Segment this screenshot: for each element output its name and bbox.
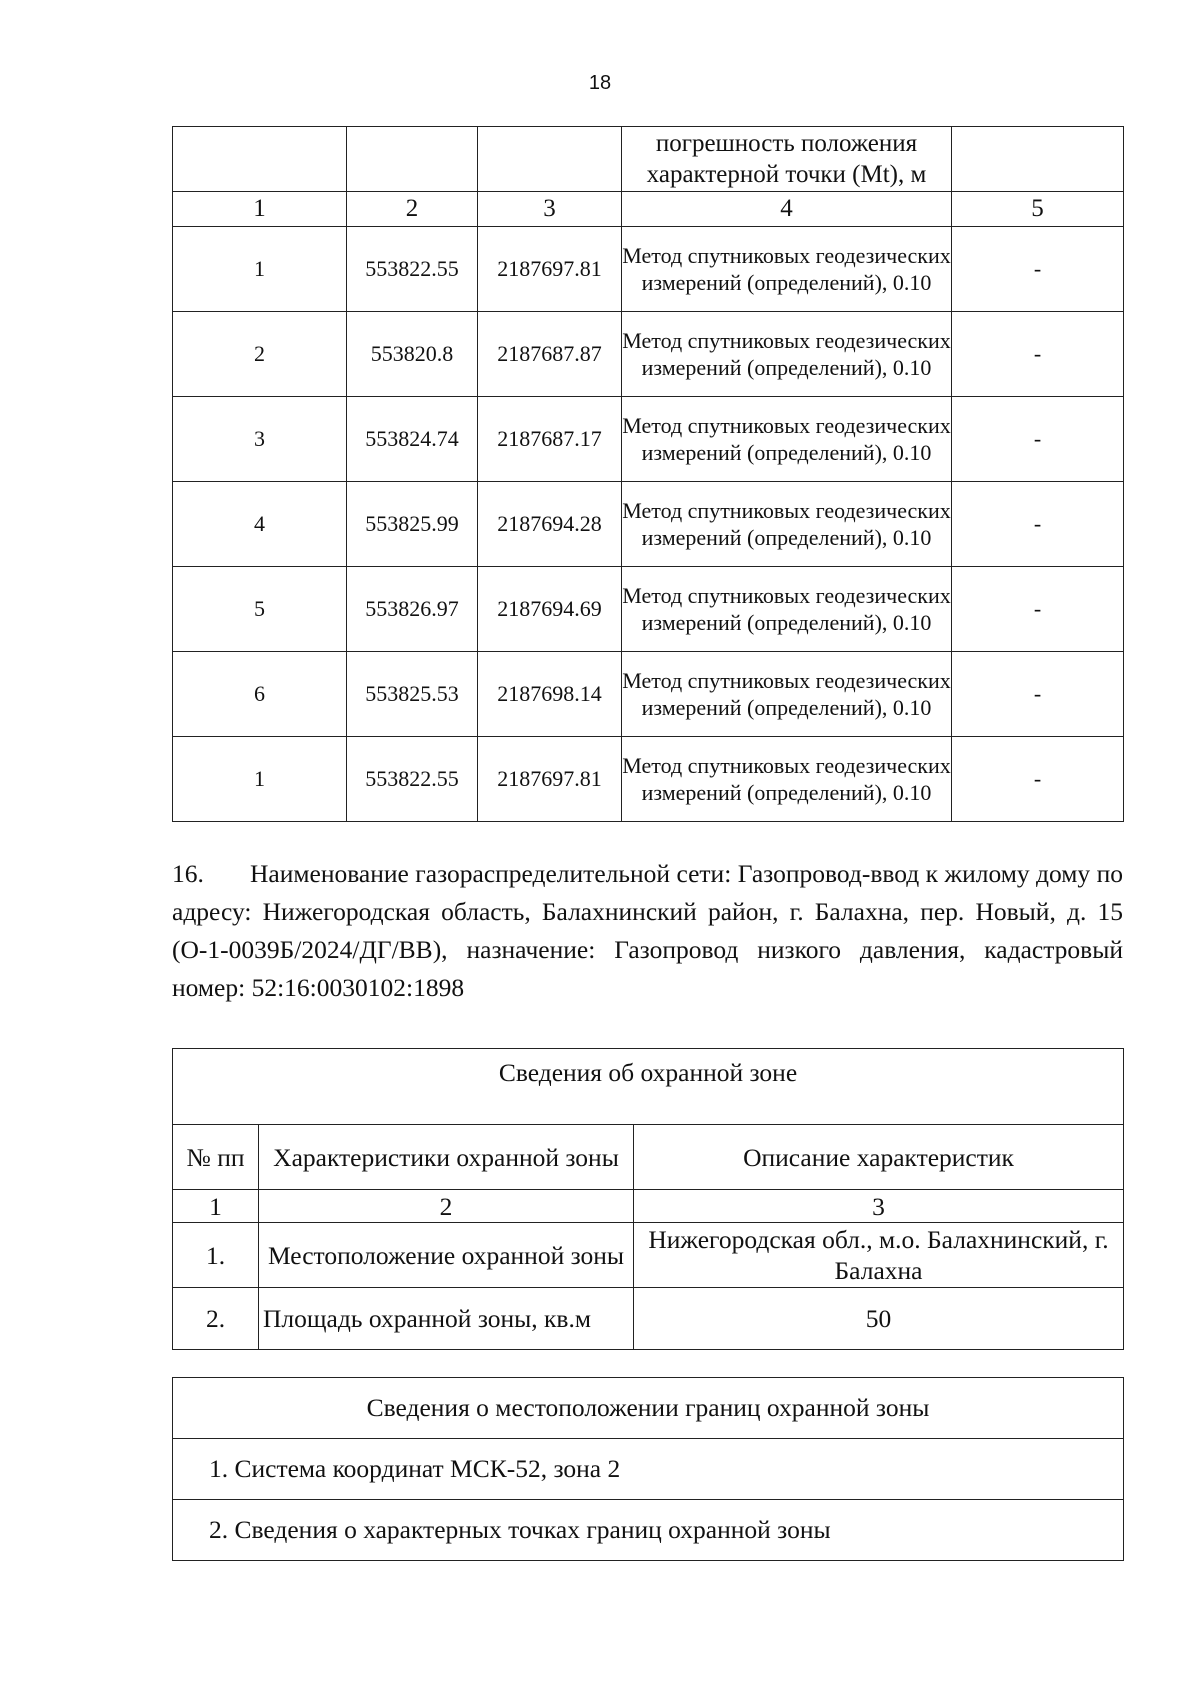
column-number: 2 (259, 1190, 634, 1223)
row-number: 2. (173, 1288, 259, 1350)
column-number: 5 (952, 192, 1124, 227)
point-number: 2 (173, 312, 347, 397)
coordinates-header-row (173, 127, 1124, 192)
column-numbers-row (173, 1190, 1124, 1223)
table-row (173, 567, 1124, 652)
method-description: Метод спутниковых геодезических измерений (определений), 0.10 (622, 397, 952, 482)
coord-x: 553825.99 (347, 482, 478, 567)
coord-y: 2187687.17 (478, 397, 622, 482)
point-number: 1 (173, 227, 347, 312)
table-row (173, 1223, 1124, 1288)
note-cell: - (952, 482, 1124, 567)
section-paragraph (172, 855, 1123, 1007)
table-row (173, 482, 1124, 567)
column-numbers-row (173, 192, 1124, 227)
column-number: 3 (634, 1190, 1124, 1223)
protective-zone-table (172, 1048, 1124, 1350)
list-item (173, 1439, 1124, 1500)
protective-zone-title-row (173, 1049, 1124, 1125)
point-number: 1 (173, 737, 347, 822)
table-row (173, 312, 1124, 397)
characteristic-name: Местоположение охранной зоны (259, 1223, 634, 1288)
coord-y: 2187687.87 (478, 312, 622, 397)
coord-y: 2187698.14 (478, 652, 622, 737)
coord-y: 2187697.81 (478, 737, 622, 822)
header-number: № пп (173, 1125, 259, 1190)
table-row (173, 652, 1124, 737)
header-description: Описание характеристик (634, 1125, 1124, 1190)
column-number: 4 (622, 192, 952, 227)
point-number: 5 (173, 567, 347, 652)
column-number: 3 (478, 192, 622, 227)
protective-zone-header-row (173, 1125, 1124, 1190)
header-characteristics: Характеристики охранной зоны (259, 1125, 634, 1190)
coord-y: 2187694.69 (478, 567, 622, 652)
coord-x: 553826.97 (347, 567, 478, 652)
point-number: 3 (173, 397, 347, 482)
column-number: 1 (173, 1190, 259, 1223)
protective-zone-title: Сведения об охранной зоне (173, 1049, 1124, 1125)
coord-x: 553824.74 (347, 397, 478, 482)
coord-x: 553822.55 (347, 227, 478, 312)
characteristic-name: Площадь охранной зоны, кв.м (259, 1288, 634, 1350)
method-description: Метод спутниковых геодезических измерений (определений), 0.10 (622, 652, 952, 737)
method-description: Метод спутниковых геодезических измерений (определений), 0.10 (622, 227, 952, 312)
section-number: 16. (172, 859, 204, 888)
list-item (173, 1500, 1124, 1561)
header-cell-empty-2 (347, 127, 478, 192)
coord-x: 553825.53 (347, 652, 478, 737)
coord-x: 553822.55 (347, 737, 478, 822)
column-number: 1 (173, 192, 347, 227)
note-cell: - (952, 312, 1124, 397)
coord-y: 2187694.28 (478, 482, 622, 567)
note-cell: - (952, 227, 1124, 312)
note-cell: - (952, 567, 1124, 652)
coord-y: 2187697.81 (478, 227, 622, 312)
boundary-title-row (173, 1378, 1124, 1439)
boundary-location-table (172, 1377, 1124, 1561)
boundary-title: Сведения о местоположении границ охранной зоны (173, 1378, 1124, 1439)
header-cell-empty-3 (478, 127, 622, 192)
table-row (173, 397, 1124, 482)
coordinate-system-item: 1. Система координат МСК-52, зона 2 (173, 1439, 1124, 1500)
point-number: 4 (173, 482, 347, 567)
header-cell-empty-1 (173, 127, 347, 192)
characteristic-value: Нижегородская обл., м.о. Балахнинский, г. Балахна (634, 1223, 1124, 1288)
coord-x: 553820.8 (347, 312, 478, 397)
coordinates-table (172, 126, 1124, 822)
table-row (173, 227, 1124, 312)
column-number: 2 (347, 192, 478, 227)
header-cell-accuracy: погрешность положения характерной точки (Mt), м (622, 127, 952, 192)
row-number: 1. (173, 1223, 259, 1288)
table-row (173, 737, 1124, 822)
method-description: Метод спутниковых геодезических измерений (определений), 0.10 (622, 312, 952, 397)
page-number: 18 (588, 72, 612, 94)
note-cell: - (952, 652, 1124, 737)
characteristic-points-item: 2. Сведения о характерных точках границ охранной зоны (173, 1500, 1124, 1561)
section-text: Наименование газораспределительной сети: Газопровод-ввод к жилому дому по адресу: Нижегородская область, Балахнинский район, г. Балахна, пер. Новый, д. 15 (О-1-0039Б/2024/ДГ/ВВ), назначение: Газопровод низкого давления, кадастровый номер: 52:16:0030102:1898 (172, 859, 1123, 1002)
method-description: Метод спутниковых геодезических измерений (определений), 0.10 (622, 567, 952, 652)
characteristic-value: 50 (634, 1288, 1124, 1350)
table-row (173, 1288, 1124, 1350)
method-description: Метод спутниковых геодезических измерений (определений), 0.10 (622, 482, 952, 567)
header-cell-empty-5 (952, 127, 1124, 192)
note-cell: - (952, 737, 1124, 822)
method-description: Метод спутниковых геодезических измерений (определений), 0.10 (622, 737, 952, 822)
point-number: 6 (173, 652, 347, 737)
note-cell: - (952, 397, 1124, 482)
